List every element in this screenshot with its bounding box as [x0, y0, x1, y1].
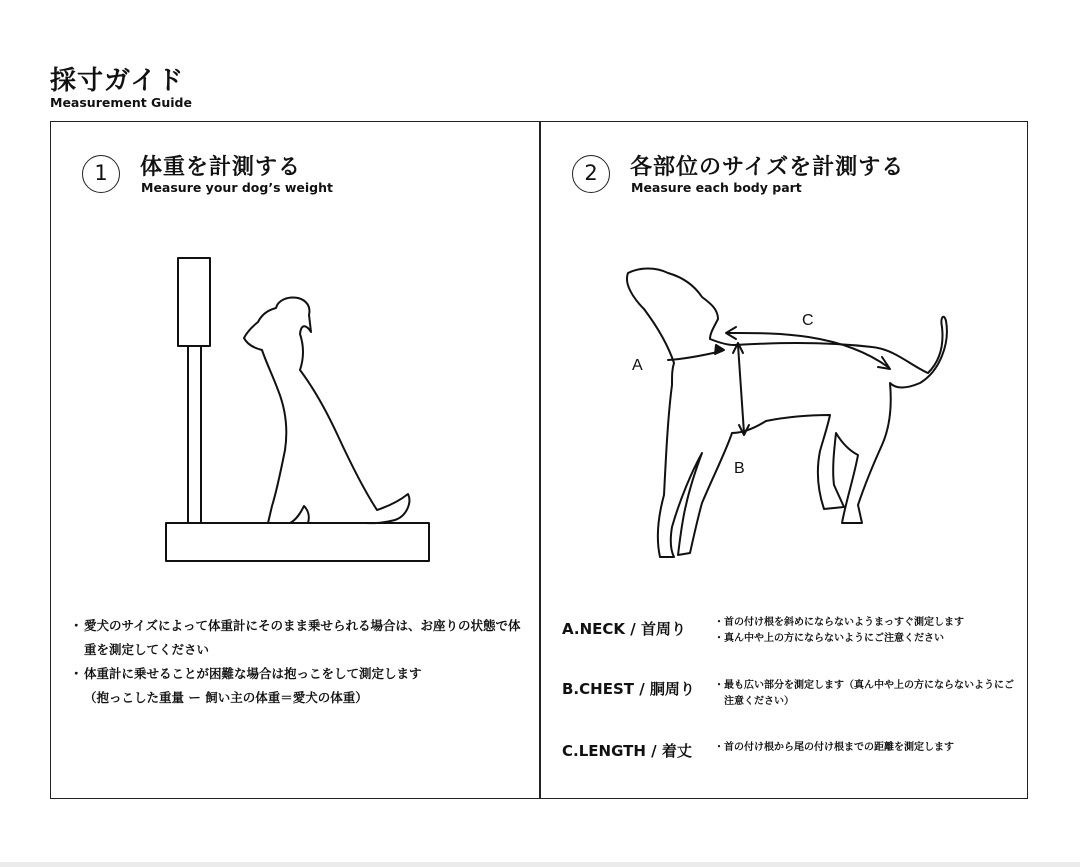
label-c: C — [802, 312, 814, 329]
neck-measure-line — [668, 351, 722, 360]
desc-text: 首の付け根を斜めにならないようまっすぐ測定します — [724, 617, 964, 628]
note-item — [70, 614, 530, 662]
page-subtitle: Measurement Guide — [50, 95, 192, 110]
page-title: 採寸ガイド — [50, 66, 185, 96]
part-chest-desc — [714, 678, 1014, 710]
weighing-scale-icon — [150, 240, 450, 570]
step-1-title: 体重を計測する — [140, 155, 302, 180]
length-arrow-right-icon — [878, 357, 890, 369]
desc-text: 真ん中や上の方にならないようにご注意ください — [724, 633, 944, 644]
bullet-icon: ・ — [714, 680, 724, 691]
step-1-subtitle: Measure your dog’s weight — [141, 180, 333, 195]
label-b: B — [734, 460, 745, 477]
sitting-dog-icon — [244, 297, 409, 523]
scale-platform-icon — [166, 523, 429, 561]
scale-display-icon — [178, 258, 210, 346]
part-length-label: C.LENGTH / 着丈 — [562, 742, 692, 760]
bullet-icon: ・ — [714, 742, 724, 753]
neck-arrow-icon — [715, 345, 724, 354]
label-a: A — [632, 357, 643, 374]
step-2-title: 各部位のサイズを計測する — [630, 155, 905, 180]
bullet-icon: ・ — [70, 618, 83, 633]
desc-text: 首の付け根から尾の付け根までの距離を測定します — [724, 742, 954, 753]
bullet-icon: ・ — [714, 617, 724, 628]
desc-line — [714, 740, 1014, 756]
dog-body-outline — [627, 269, 947, 558]
panel-divider — [539, 121, 541, 799]
bullet-icon: ・ — [70, 666, 83, 681]
bullet-icon: ・ — [714, 633, 724, 644]
desc-line — [714, 615, 1014, 631]
chest-measure-line — [738, 345, 744, 433]
desc-line — [714, 678, 1014, 710]
step-2-subtitle: Measure each body part — [631, 180, 802, 195]
standing-dog-icon — [610, 255, 960, 565]
step-1-number: 1 — [82, 155, 120, 193]
note-formula: （抱っこした重量 ー 飼い主の体重＝愛犬の体重） — [84, 690, 368, 705]
step-2-number: 2 — [572, 155, 610, 193]
note-text: 愛犬のサイズによって体重計にそのまま乗せられる場合は、お座りの状態で体重を測定してください — [84, 618, 521, 657]
bottom-edge — [0, 862, 1080, 867]
desc-text: 最も広い部分を測定します（真ん中や上の方にならないようにご注意ください） — [724, 680, 1014, 707]
weight-notes — [70, 614, 530, 710]
length-measure-line — [728, 333, 888, 367]
part-length-desc — [714, 740, 1014, 756]
part-neck-desc — [714, 615, 1014, 647]
part-chest-label: B.CHEST / 胴周り — [562, 680, 695, 698]
note-text: 体重計に乗せることが困難な場合は抱っこをして測定します — [84, 666, 422, 681]
part-neck-label: A.NECK / 首周り — [562, 620, 686, 638]
desc-line — [714, 631, 1014, 647]
note-item — [70, 662, 530, 686]
